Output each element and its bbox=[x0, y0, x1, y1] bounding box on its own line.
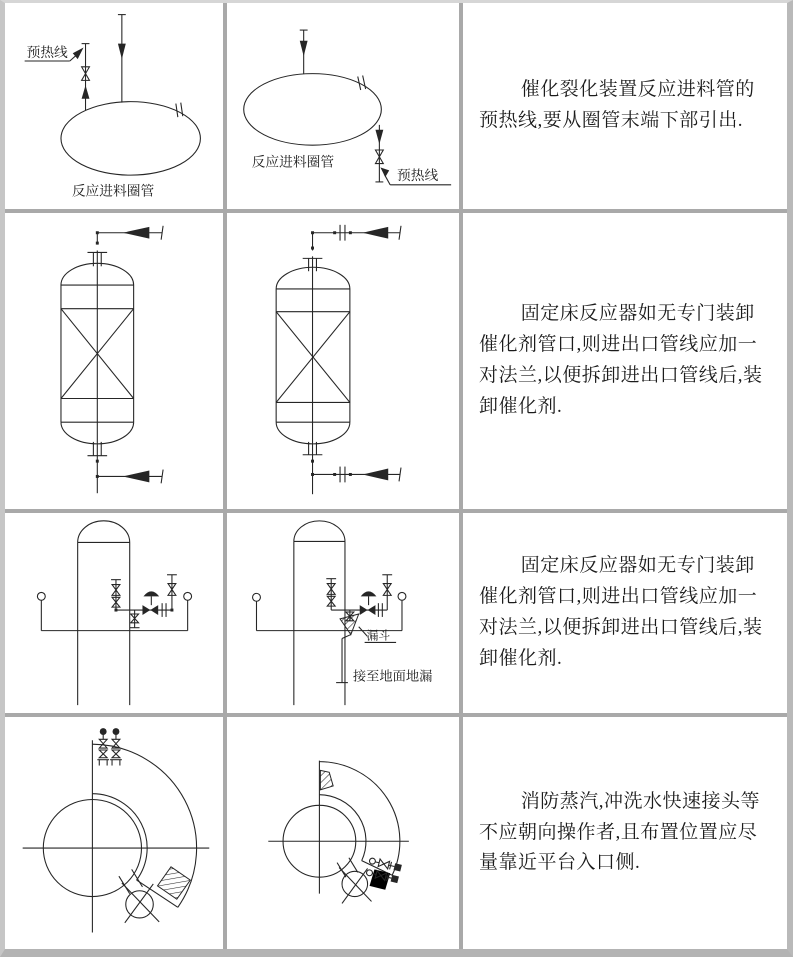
quick-coupling-icon bbox=[97, 728, 109, 765]
funnel-icon bbox=[340, 614, 359, 635]
preheat-line-label: 预热线 bbox=[26, 45, 68, 61]
feed-loop-label: 反应进料圈管 bbox=[71, 183, 155, 199]
funnel-label: 漏斗 bbox=[366, 629, 391, 643]
note-text-3: 固定床反应器如无专门装卸催化剂管口,则进出口管线应加一对法兰,以便拆卸进出口管线后,装卸催化剂. bbox=[479, 555, 763, 669]
pipe-arrow-icon bbox=[123, 471, 150, 483]
vent-cap-icon bbox=[143, 591, 159, 596]
quick-coupling-icon bbox=[369, 857, 402, 872]
flow-arrow-down-icon bbox=[300, 41, 308, 56]
diagram-feed-loop-wrong bbox=[5, 3, 223, 209]
loop-pipe bbox=[61, 102, 200, 176]
floor-drain-label: 接至地面地漏 bbox=[352, 668, 433, 684]
note-row-2 bbox=[463, 213, 787, 509]
reactor-with-flanges-svg bbox=[227, 213, 459, 509]
note-text-1: 催化裂化装置反应进料管的预热线,要从圈管末端下部引出. bbox=[479, 79, 755, 131]
pipe-arrow-icon bbox=[363, 469, 389, 481]
note-text-4: 消防蒸汽,冲洗水快速接头等不应朝向操作者,且布置位置应尽量靠近平台入口侧. bbox=[479, 790, 761, 874]
feed-loop-correct-svg bbox=[227, 3, 459, 209]
feed-loop-label: 反应进料圈管 bbox=[251, 154, 335, 170]
note-row-3 bbox=[463, 513, 787, 713]
diagram-feed-loop-correct bbox=[227, 3, 459, 209]
hose-connection-icon bbox=[184, 592, 192, 600]
hose-station-no-drain-svg bbox=[5, 513, 223, 713]
pipe-arrow-icon bbox=[123, 227, 150, 239]
platform-plan-correct-svg bbox=[227, 717, 459, 949]
platform-plan-wrong-svg bbox=[5, 717, 223, 949]
platform-inner-edge bbox=[319, 795, 366, 861]
pipe-arrow-icon bbox=[363, 227, 389, 239]
note-row-1 bbox=[463, 3, 787, 209]
note-text-2: 固定床反应器如无专门装卸催化剂管口,则进出口管线应加一对法兰,以便拆卸进出口管线后,装卸催化剂. bbox=[479, 303, 763, 417]
feed-loop-wrong-svg bbox=[5, 3, 223, 209]
diagram-hose-station-no-drain bbox=[5, 513, 223, 713]
diagram-hose-station-with-drain bbox=[227, 513, 459, 713]
note-row-4 bbox=[463, 717, 787, 949]
flow-arrow-down-icon bbox=[375, 130, 383, 145]
hose-connection-icon bbox=[398, 592, 406, 600]
platform-inner-edge bbox=[92, 794, 147, 880]
control-valve-icon bbox=[360, 605, 368, 615]
leader-arrow-icon bbox=[380, 167, 389, 177]
control-valve-icon bbox=[142, 605, 150, 615]
hose-connection-icon bbox=[37, 592, 45, 600]
diagram-reactor-with-flanges bbox=[227, 213, 459, 509]
diagram-platform-plan-correct bbox=[227, 717, 459, 949]
hose-connection-icon bbox=[253, 593, 261, 601]
flow-arrow-up-icon bbox=[82, 85, 90, 99]
flow-arrow-down-icon bbox=[118, 44, 126, 59]
ladder-hatch-icon bbox=[320, 770, 333, 789]
loop-pipe bbox=[244, 74, 382, 146]
hose-station-with-drain-svg bbox=[227, 513, 459, 713]
vent-cap-icon bbox=[361, 591, 377, 596]
reactor-no-flanges-svg bbox=[5, 213, 223, 509]
preheat-line-label: 预热线 bbox=[397, 168, 439, 183]
manway-icon bbox=[337, 858, 371, 904]
diagram-platform-plan-wrong bbox=[5, 717, 223, 949]
diagram-reactor-no-flanges bbox=[5, 213, 223, 509]
